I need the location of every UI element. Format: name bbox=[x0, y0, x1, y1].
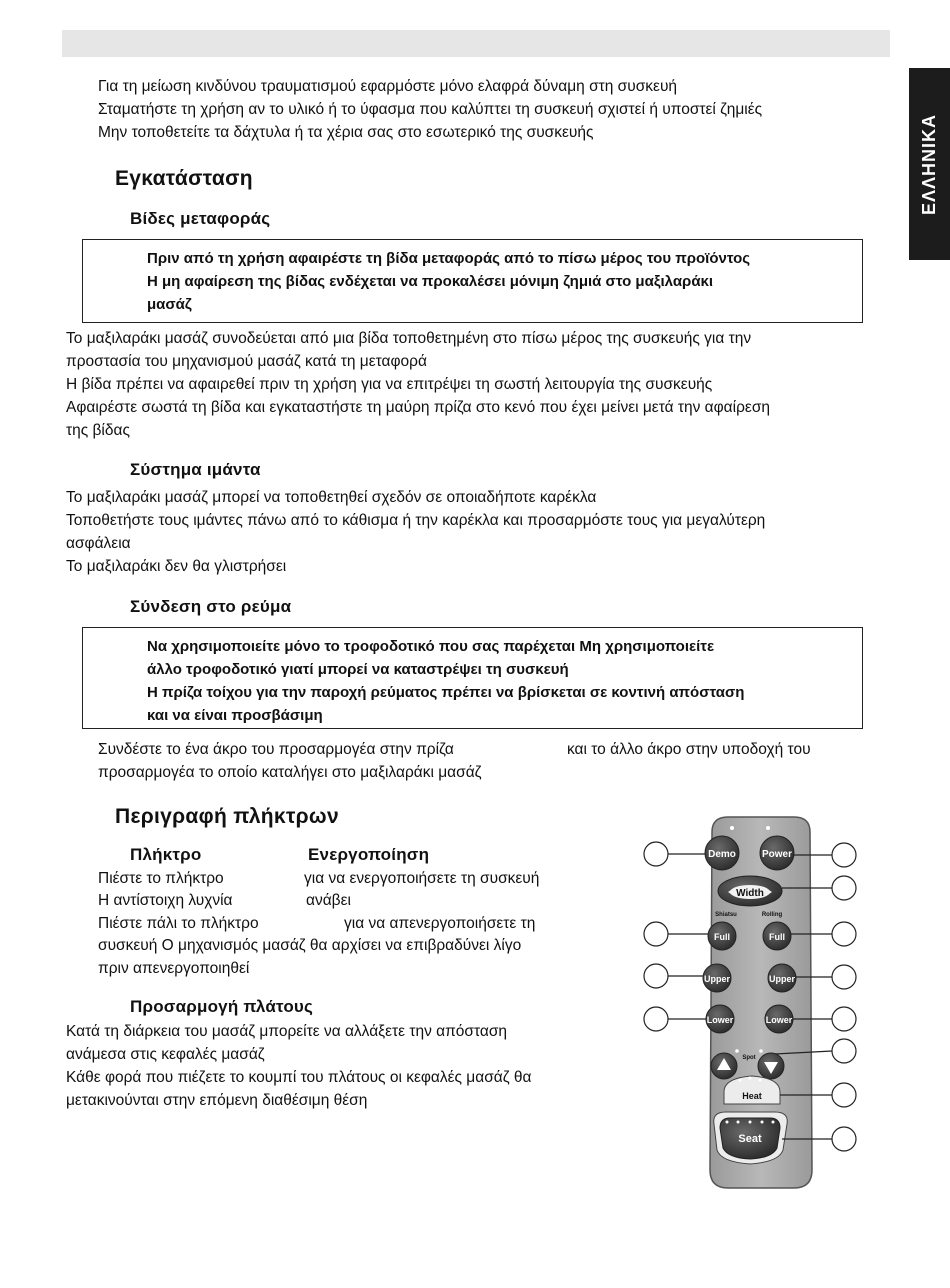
intro-line: Για τη μείωση κινδύνου τραυματισμού εφαρμόστε μόνο ελαφρά δύναμη στη συσκευή bbox=[98, 78, 678, 95]
power-body-line: και το άλλο άκρο στην υποδοχή του bbox=[567, 741, 811, 758]
button-row-text: ανάβει bbox=[306, 892, 351, 909]
button-row-text: συσκευή Ο μηχανισμός μασάζ θα αρχίσει να επιβραδύνει λίγο bbox=[98, 937, 522, 954]
callout-circle bbox=[644, 842, 668, 866]
rolling-label: Rolling bbox=[761, 912, 783, 918]
transport-screws-heading: Βίδες μεταφοράς bbox=[130, 209, 271, 228]
upper-left-label: Upper bbox=[703, 974, 731, 984]
body-line: Το μαξιλαράκι μασάζ μπορεί να τοποθετηθεί σχεδόν σε οποιαδήποτε καρέκλα bbox=[66, 489, 597, 506]
body-line: ασφάλεια bbox=[66, 535, 131, 552]
callout-circle bbox=[832, 843, 856, 867]
callout-circle bbox=[832, 876, 856, 900]
width-adjust-heading: Προσαρμογή πλάτους bbox=[130, 997, 314, 1016]
callout-circle bbox=[644, 922, 668, 946]
callout-circle bbox=[644, 964, 668, 988]
warning-line: Η πρίζα τοίχου για την παροχή ρεύματος πρέπει να βρίσκεται σε κοντινή απόσταση bbox=[147, 684, 745, 701]
callout-circle bbox=[644, 1007, 668, 1031]
body-line: ανάμεσα στις κεφαλές μασάζ bbox=[66, 1046, 265, 1063]
installation-heading: Εγκατάσταση bbox=[115, 167, 253, 190]
callout-circle bbox=[832, 965, 856, 989]
button-row-text: Πιέστε πάλι το πλήκτρο bbox=[98, 915, 259, 932]
warning-line: άλλο τροφοδοτικό γιατί μπορεί να καταστρέψει τη συσκευή bbox=[147, 661, 569, 678]
demo-label: Demo bbox=[708, 849, 736, 860]
column-header-activation: Ενεργοποίηση bbox=[308, 845, 430, 864]
lower-left-label: Lower bbox=[706, 1015, 734, 1025]
language-tab-label: ΕΛΛΗΝΙΚΑ bbox=[919, 113, 940, 215]
spot-label: Spot bbox=[742, 1055, 756, 1061]
body-line: Η βίδα πρέπει να αφαιρεθεί πριν τη χρήση για να επιτρέψει τη σωστή λειτουργία της συσκευής bbox=[66, 376, 713, 393]
power-body-line: Συνδέστε το ένα άκρο του προσαρμογέα στην πρίζα bbox=[98, 741, 454, 758]
body-line: Το μαξιλαράκι δεν θα γλιστρήσει bbox=[66, 558, 287, 575]
body-line: μετακινούνται στην επόμενη διαθέσιμη θέση bbox=[66, 1092, 368, 1109]
full-right-label: Full bbox=[769, 932, 785, 942]
button-row-text: για να ενεργοποιήσετε τη συσκευή bbox=[304, 870, 540, 887]
callout-circle bbox=[832, 1127, 856, 1151]
intro-line: Σταματήστε τη χρήση αν το υλικό ή το ύφασμα που καλύπτει τη συσκευή σχιστεί ή υποστεί ζημιές bbox=[98, 101, 763, 118]
seat-label: Seat bbox=[738, 1133, 762, 1145]
body-line: Τοποθετήστε τους ιμάντες πάνω από το κάθισμα ή την καρέκλα και προσαρμόστε τους για μεγαλύτερη bbox=[66, 512, 766, 529]
power-connection-heading: Σύνδεση στο ρεύμα bbox=[130, 597, 292, 616]
body-line: της βίδας bbox=[66, 422, 130, 439]
button-row-text: Πιέστε το πλήκτρο bbox=[98, 870, 224, 887]
body-line: Το μαξιλαράκι μασάζ συνοδεύεται από μια βίδα τοποθετημένη στο πίσω μέρος της συσκευής για την bbox=[66, 330, 752, 347]
column-header-button: Πλήκτρο bbox=[130, 845, 202, 864]
body-line: Αφαιρέστε σωστά τη βίδα και εγκαταστήστε τη μαύρη πρίζα στο κενό που έχει μείνει μετά την αφαίρεση bbox=[66, 399, 771, 416]
callout-circle bbox=[832, 1083, 856, 1107]
body-line: Κατά τη διάρκεια του μασάζ μπορείτε να αλλάξετε την απόσταση bbox=[66, 1023, 508, 1040]
button-row-text: πριν απενεργοποιηθεί bbox=[98, 960, 250, 977]
body-line: Κάθε φορά που πιέζετε το κουμπί του πλάτους οι κεφαλές μασάζ θα bbox=[66, 1069, 532, 1086]
heat-label: Heat bbox=[742, 1091, 762, 1101]
power-body-line: προσαρμογέα το οποίο καταλήγει στο μαξιλαράκι μασάζ bbox=[98, 764, 482, 781]
warning-line: και να είναι προσβάσιμη bbox=[147, 707, 323, 724]
buttons-section-heading: Περιγραφή πλήκτρων bbox=[115, 805, 339, 828]
lower-right-label: Lower bbox=[765, 1015, 793, 1025]
callout-circle bbox=[832, 1007, 856, 1031]
warning-line: Η μη αφαίρεση της βίδας ενδέχεται να προκαλέσει μόνιμη ζημιά στο μαξιλαράκι bbox=[147, 273, 714, 290]
full-left-label: Full bbox=[714, 932, 730, 942]
power-label: Power bbox=[761, 849, 793, 860]
strap-system-heading: Σύστημα ιμάντα bbox=[130, 460, 261, 479]
button-row-text: για να απενεργοποιήσετε τη bbox=[344, 915, 536, 932]
width-label: Width bbox=[736, 888, 764, 899]
warning-line: μασάζ bbox=[147, 296, 192, 313]
callout-circle bbox=[832, 1039, 856, 1063]
intro-line: Μην τοποθετείτε τα δάχτυλα ή τα χέρια σας στο εσωτερικό της συσκευής bbox=[98, 124, 594, 141]
shiatsu-label: Shiatsu bbox=[715, 912, 737, 918]
warning-line: Πριν από τη χρήση αφαιρέστε τη βίδα μεταφοράς από το πίσω μέρος του προϊόντος bbox=[147, 250, 751, 267]
body-line: προστασία του μηχανισμού μασάζ κατά τη μεταφορά bbox=[66, 353, 427, 370]
warning-line: Να χρησιμοποιείτε μόνο το τροφοδοτικό που σας παρέχεται Μη χρησιμοποιείτε bbox=[147, 638, 715, 655]
upper-right-label: Upper bbox=[768, 974, 796, 984]
button-row-text: Η αντίστοιχη λυχνία bbox=[98, 892, 233, 909]
callout-circle bbox=[832, 922, 856, 946]
